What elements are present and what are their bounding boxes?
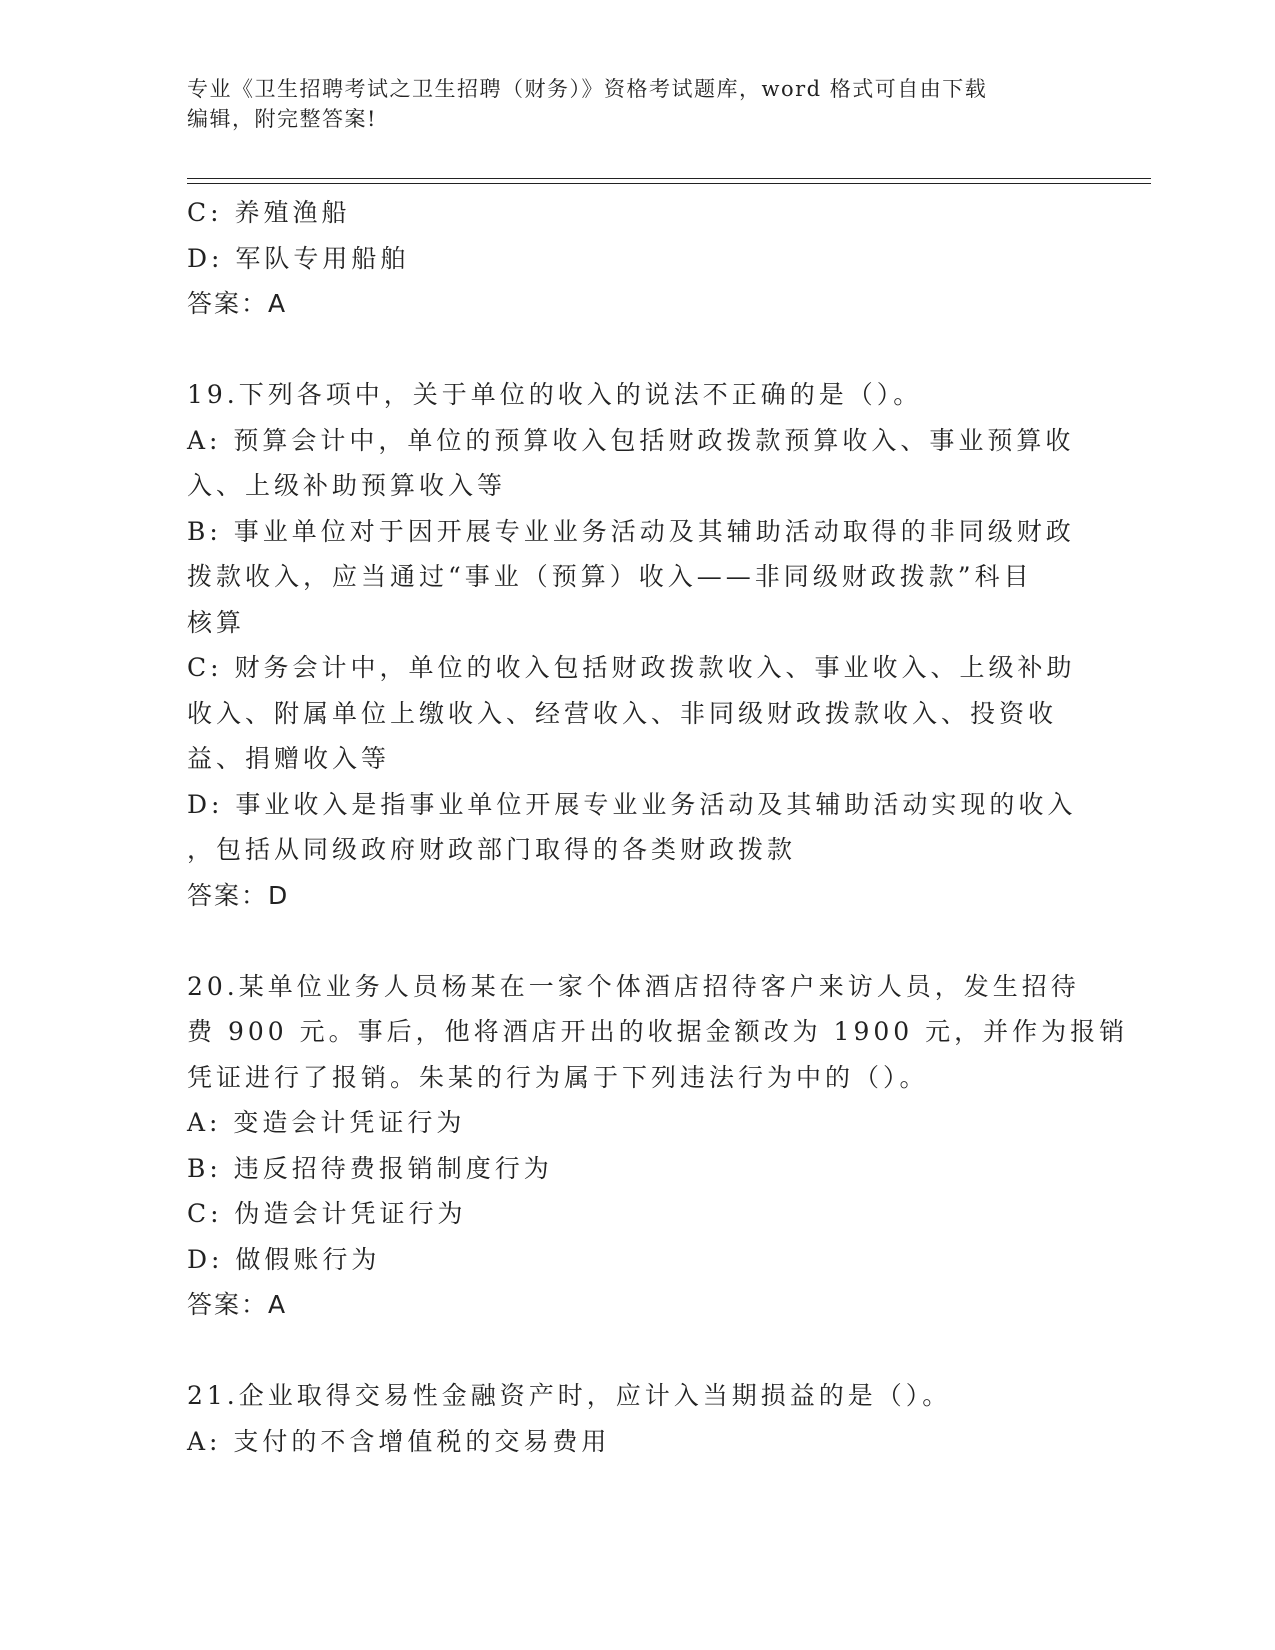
document-header (187, 74, 1067, 134)
question-19 (187, 372, 1087, 918)
option-d-line-1: D: 事业收入是指事业单位开展专业业务活动及其辅助活动实现的收入 (187, 789, 1077, 819)
header-line-1: 专业《卫生招聘考试之卫生招聘（财务）》资格考试题库，word 格式可自由下载 (187, 77, 988, 101)
question-stem-line-2: 费 900 元。事后，他将酒店开出的收据金额改为 1900 元，并作为报销 (187, 1017, 1129, 1046)
header-divider-bottom (187, 183, 1151, 184)
option-b-line-2: 拨款收入，应当通过“事业（预算）收入——非同级财政拨款”科目 (187, 562, 1033, 591)
option-a: A: 变造会计凭证行为 (187, 1108, 466, 1137)
header-line-2: 编辑，附完整答案! (187, 107, 377, 131)
question-stem-line-3: 凭证进行了报销。朱某的行为属于下列违法行为中的（）。 (187, 1062, 929, 1092)
spacer (187, 918, 1087, 964)
question-20 (187, 964, 1129, 1328)
question-content (187, 190, 1129, 1464)
question-stem-line-1: 20.某单位业务人员杨某在一家个体酒店招待客户来访人员，发生招待 (187, 971, 1080, 1001)
spacer (187, 1328, 1087, 1374)
option-c: C: 养殖渔船 (187, 198, 351, 227)
question-stem: 19.下列各项中，关于单位的收入的说法不正确的是（）。 (187, 380, 923, 409)
option-d: D: 军队专用船舶 (187, 243, 410, 273)
answer: 答案：A (187, 289, 288, 318)
option-a: A: 支付的不含增值税的交易费用 (187, 1426, 611, 1456)
answer: 答案：A (187, 1290, 288, 1319)
option-c-line-3: 益、捐赠收入等 (187, 744, 391, 773)
spacer (187, 327, 1087, 373)
question-21 (187, 1373, 1087, 1464)
option-a-line-2: 入、上级补助预算收入等 (187, 471, 507, 500)
option-b-line-3: 核算 (187, 607, 246, 637)
option-c-line-1: C: 财务会计中，单位的收入包括财政拨款收入、事业收入、上级补助 (187, 653, 1076, 682)
option-b-line-1: B: 事业单位对于因开展专业业务活动及其辅助活动取得的非同级财政 (187, 516, 1075, 546)
option-d: D: 做假账行为 (187, 1244, 381, 1274)
question-stem: 21.企业取得交易性金融资产时，应计入当期损益的是（）。 (187, 1381, 952, 1410)
answer: 答案：D (187, 880, 290, 910)
option-c: C: 伪造会计凭证行为 (187, 1199, 467, 1228)
option-d-line-2: ，包括从同级政府财政部门取得的各类财政拨款 (187, 835, 797, 864)
header-divider-top (187, 178, 1151, 179)
option-a-line-1: A: 预算会计中，单位的预算收入包括财政拨款预算收入、事业预算收 (187, 425, 1075, 455)
option-c-line-2: 收入、附属单位上缴收入、经营收入、非同级财政拨款收入、投资收 (187, 698, 1058, 728)
question-18-tail (187, 190, 1087, 327)
option-b: B: 违反招待费报销制度行为 (187, 1153, 553, 1183)
